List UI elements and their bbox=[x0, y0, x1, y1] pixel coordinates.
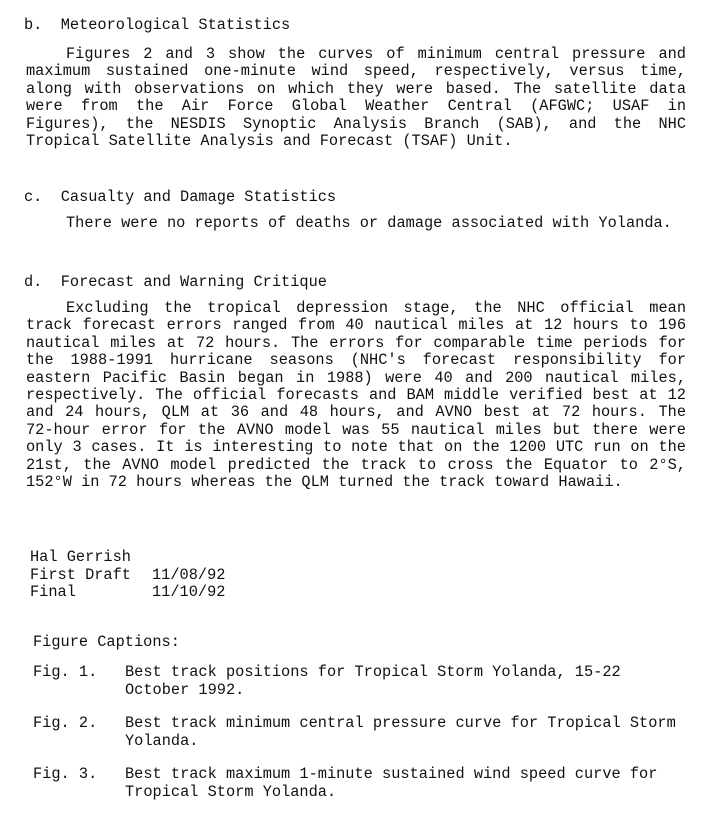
section-heading-forecast: d. Forecast and Warning Critique bbox=[24, 273, 327, 291]
paragraph-meteorological bbox=[26, 46, 686, 150]
first-draft-label: First Draft bbox=[30, 565, 131, 584]
caption-item bbox=[33, 765, 685, 801]
caption-text: Best track positions for Tropical Storm Yolanda, 15-22 October 1992. bbox=[125, 663, 621, 699]
caption-item bbox=[33, 663, 685, 699]
paragraph-forecast bbox=[26, 300, 686, 491]
final-date: 11/10/92 bbox=[152, 583, 226, 601]
author-name: Hal Gerrish bbox=[30, 548, 131, 566]
caption-text: Best track maximum 1-minute sustained wind speed curve for Tropical Storm Yolanda. bbox=[125, 765, 658, 801]
caption-number: Fig. 1. bbox=[33, 663, 98, 681]
final-row bbox=[30, 584, 225, 602]
first-draft-date: 11/08/92 bbox=[152, 565, 226, 584]
figure-captions-heading: Figure Captions: bbox=[33, 633, 180, 651]
caption-number: Fig. 3. bbox=[33, 765, 98, 783]
paragraph-meteorological-text: Figures 2 and 3 show the curves of minimum central pressure and maximum sustained one-minute wind speed, respectively, versus time, along with observations on which they were based. The satellite data were from the Air Force Global Weather Central (AFGWC; USAF in Figures), the NESDIS Synoptic Analysis Branch (SAB), and the NHC Tropical Satellite Analysis and Forecast (TSAF) Unit. bbox=[26, 45, 686, 151]
first-draft-row bbox=[30, 567, 225, 585]
paragraph-casualty-text: There were no reports of deaths or damage associated with Yolanda. bbox=[66, 214, 672, 232]
paragraph-casualty bbox=[26, 215, 686, 232]
final-label: Final bbox=[30, 583, 76, 601]
caption-item bbox=[33, 714, 685, 750]
caption-text: Best track minimum central pressure curve for Tropical Storm Yolanda. bbox=[125, 714, 676, 750]
section-heading-casualty: c. Casualty and Damage Statistics bbox=[24, 188, 337, 206]
signature-block bbox=[30, 549, 225, 602]
paragraph-forecast-text: Excluding the tropical depression stage, the NHC official mean track forecast errors ranged from 40 nautical miles at 12 hours to 196 nautical miles at 72 hours. The errors for comparable time periods for the 1988-1991 hurricane seasons (NHC's forecast responsibility for eastern Pacific Basin began in 1988) were 40 and 200 nautical miles, respectively. The official forecasts and BAM middle verified best at 12 and 24 hours, QLM at 36 and 48 hours, and AVNO best at 72 hours. The 72-hour error for the AVNO model was 55 nautical miles but there were only 3 cases. It is interesting to note that on the 1200 UTC run on the 21st, the AVNO model predicted the track to cross the Equator to 2°S, 152°W in 72 hours whereas the QLM turned the track toward Hawaii. bbox=[26, 299, 686, 492]
caption-number: Fig. 2. bbox=[33, 714, 98, 732]
section-heading-meteorological: b. Meteorological Statistics bbox=[24, 16, 291, 34]
